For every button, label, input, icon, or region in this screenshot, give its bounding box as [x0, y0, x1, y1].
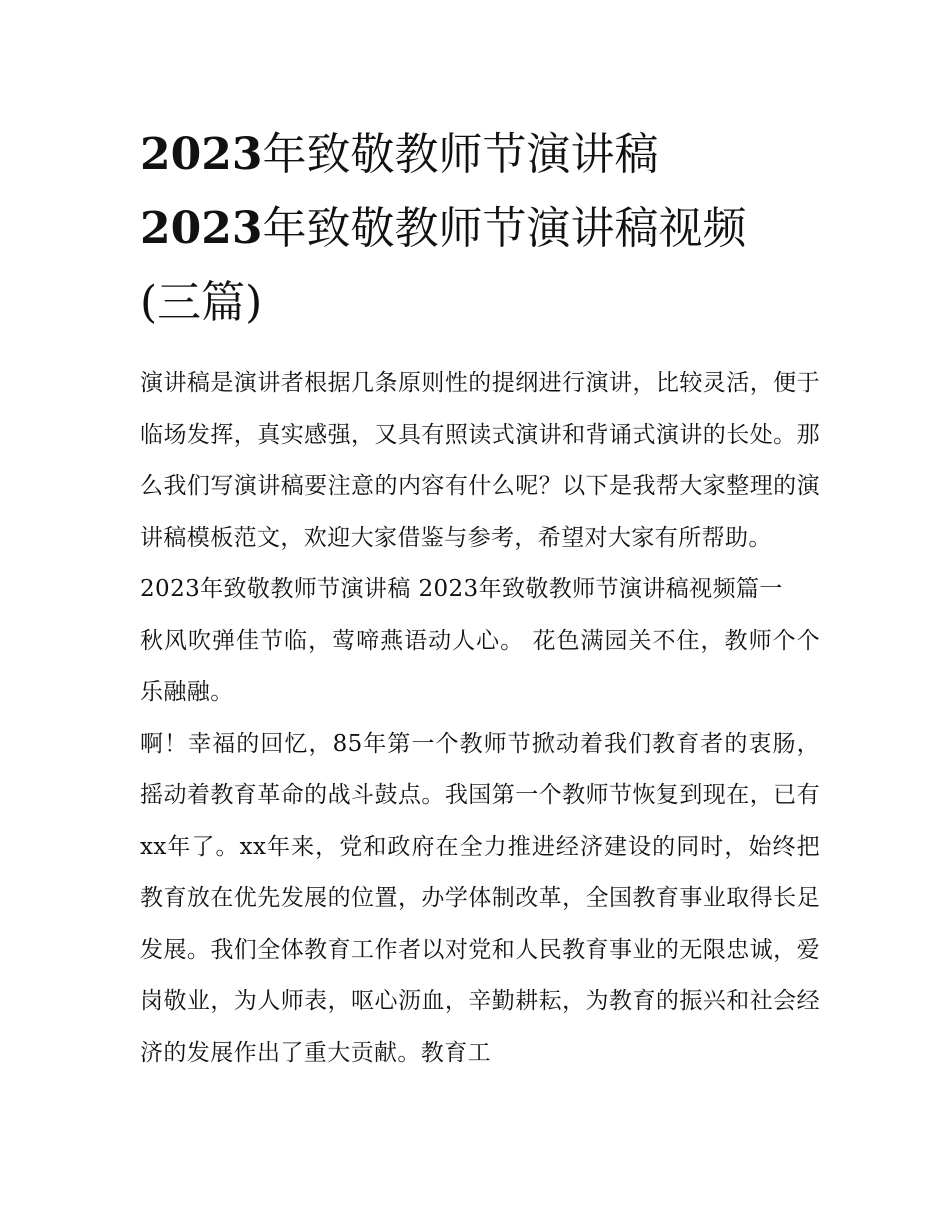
document-title: [140, 118, 820, 340]
paragraph-section-heading: 2023年致敬教师节演讲稿 2023年致敬教师节演讲稿视频篇一: [140, 576, 783, 602]
title-text: 年致敬教师节演讲稿: [262, 129, 659, 180]
title-text: (三篇): [140, 277, 263, 328]
title-text: 年致敬教师节演讲稿视频: [262, 203, 747, 254]
paragraph-body: 啊！幸福的回忆，85年第一个教师节掀动着我们教育者的衷肠，摇动着教育革命的战斗鼓点。我国第一个教师节恢复到现在，已有xx年了。xx年来，党和政府在全力推进经济建设的同时，始终把教育放在优先发展的位置，办学体制改革，全国教育事业取得长足发展。我们全体教育工作者以对党和人民教育事业的无限忠诚，爱岗敬业，为人师表，呕心沥血，辛勤耕耘，为教育的振兴和社会经济的发展作出了重大贡献。教育工: [140, 730, 820, 1066]
document-content: [140, 118, 820, 1079]
paragraph-intro: 演讲稿是演讲者根据几条原则性的提纲进行演讲，比较灵活，便于临场发挥，真实感强，又具有照读式演讲和背诵式演讲的长处。那么我们写演讲稿要注意的内容有什么呢？以下是我帮大家整理的演讲稿模板范文，欢迎大家借鉴与参考，希望对大家有所帮助。: [140, 370, 820, 551]
paragraph-poem: 秋风吹弹佳节临，莺啼燕语动人心。 花色满园关不住，教师个个乐融融。: [140, 627, 820, 705]
title-year: 2023: [140, 129, 263, 180]
title-line-3: [140, 266, 820, 340]
document-body: [140, 358, 820, 1079]
title-line-2: [140, 192, 820, 266]
title-year: 2023: [140, 203, 263, 254]
title-line-1: [140, 118, 820, 192]
